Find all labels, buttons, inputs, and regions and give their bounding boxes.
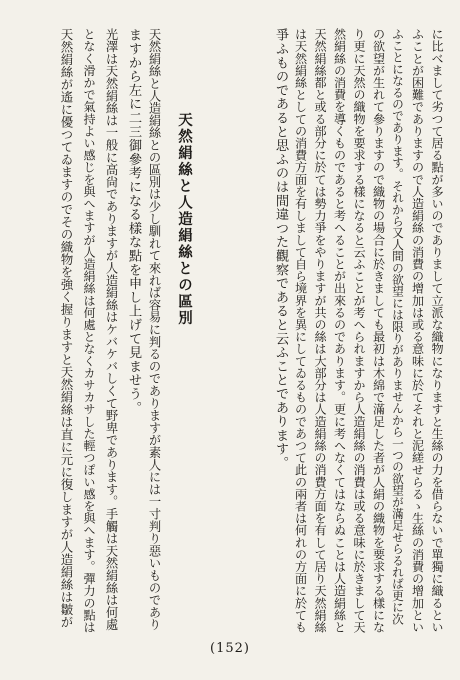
text-column: ふことになるのであります。それから又人間の欲望には限りがありませんから一つの欲望が滿足せらるれば更に次	[391, 28, 405, 625]
section-heading: 天然絹絲と人造絹絲との區別	[176, 112, 193, 327]
text-column: ふことが困難でありますので人造絹絲の消費の增加は或る意味に於てそれと泥縒せらるゝ生絲の消費の增加とい	[410, 28, 425, 633]
text-column: に比べまして劣つて居る點が多いのでありまして立派な織物になりますと生絲の力を借らないで單獨に織るとい	[430, 28, 444, 633]
text-column: ますから左に二三御參考になる樣な點を申し上げて見ませう。	[126, 28, 141, 415]
text-column: となく滑かで氣持よい感じを與へますが人造絹絲は何處となくカサカサした輕つぽい感を與へます。彈力の點は	[82, 28, 96, 633]
text-column: 光澤は天然絹絲は一般に高尙でありますが人造絹絲はケバケバしくて野卑であります。手觸は天然絹絲は何處	[104, 28, 118, 631]
text-column: 天然絹絲と人造絹絲との區別は少し馴れて來れば容易に判るのでありますが素人には一寸判り惡いものであり	[147, 28, 161, 631]
text-column: り更に天然の織物を要求する樣になると云ふことが考へられますから人造絹絲の消費は或る意味に於きまして天	[352, 28, 366, 633]
text-column: の欲望が生れて參りますので織物の場合に於きましても最初は木綿で滿足した者が人絹の織物を要求する樣にな	[371, 28, 386, 633]
text-column: 天然絹絲が遙に優つてゐますのでその織物を強く握りますと天然絹絲は直に元に復しますが人造絹絲は皺が	[59, 28, 74, 628]
text-column: 然絹絲の消費を導くものであると考へることが出來るのであります。更に考へなくてはならぬことは人造絹絲と	[332, 28, 347, 633]
text-column: は天然絹絲としての消費方面を有しまして自ら境界を異にしてゐるものであつて此の兩者は何れの方面に於ても	[293, 28, 308, 633]
text-column: 天然絹絲都と或る部分に於ては勢力爭をやりますが共の絲は大部分は人造絹絲の消費方面を有して居り天然絹絲	[313, 28, 327, 633]
text-column: 爭ふものであると思ふのは間違つた觀察であると云ふことであります。	[273, 28, 288, 470]
page-number: (152)	[210, 641, 250, 656]
